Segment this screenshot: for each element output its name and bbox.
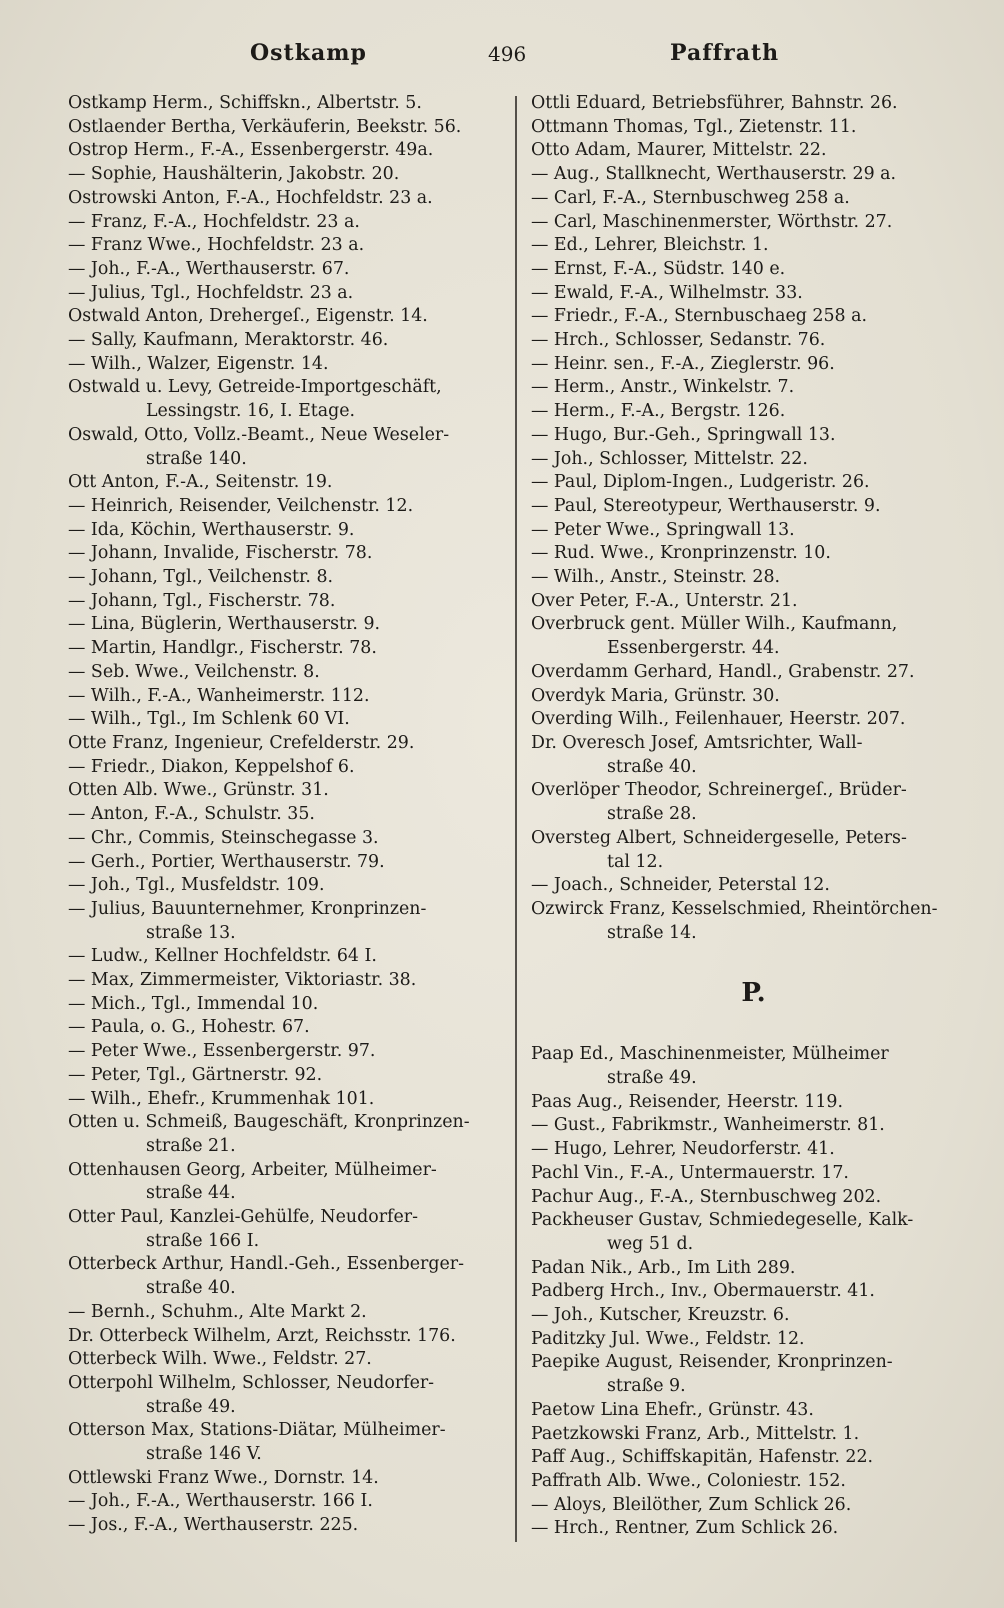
entry-line: — Hrch., Rentner, Zum Schlick 26. xyxy=(531,1518,839,1539)
directory-entry xyxy=(531,187,976,211)
entry-line: — Franz Wwe., Hochfeldstr. 23 a. xyxy=(68,235,365,256)
directory-entry xyxy=(531,282,976,306)
directory-entry xyxy=(68,139,500,163)
entry-line: — Johann, Tgl., Fischerstr. 78. xyxy=(68,590,336,611)
entry-line: — Hrch., Schlosser, Sedanstr. 76. xyxy=(531,330,826,351)
directory-entry xyxy=(68,187,500,211)
directory-entry xyxy=(531,329,976,353)
directory-entry xyxy=(68,542,500,566)
entry-line: — Bernh., Schuhm., Alte Markt 2. xyxy=(68,1301,367,1322)
directory-entry xyxy=(68,803,500,827)
entry-line: — Paul, Stereotypeur, Werthauserstr. 9. xyxy=(531,495,881,516)
directory-entry xyxy=(68,1372,500,1419)
entry-line: — Ed., Lehrer, Bleichstr. 1. xyxy=(531,235,769,256)
entry-line: — Wilh., Walzer, Eigenstr. 14. xyxy=(68,353,329,374)
entry-line: — Jos., F.-A., Werthauserstr. 225. xyxy=(68,1515,359,1536)
directory-entry xyxy=(531,590,976,614)
entry-line: — Hugo, Lehrer, Neudorferstr. 41. xyxy=(531,1139,835,1160)
directory-entry xyxy=(531,1304,976,1328)
entry-line: Overding Wilh., Feilenhauer, Heerstr. 207. xyxy=(531,709,906,730)
entry-line: — Gust., Fabrikmstr., Wanheimerstr. 81. xyxy=(531,1115,885,1136)
directory-entry xyxy=(531,661,976,685)
entry-continuation: straße 9. xyxy=(607,1376,686,1397)
entry-line: Overbruck gent. Müller Wilh., Kaufmann, xyxy=(531,614,898,635)
entry-continuation: straße 28. xyxy=(607,804,697,825)
entry-continuation: straße 146 V. xyxy=(146,1444,262,1465)
directory-entry xyxy=(68,1253,500,1300)
directory-entry xyxy=(531,1114,976,1138)
entry-line: Otten Alb. Wwe., Grünstr. 31. xyxy=(68,780,329,801)
directory-entry xyxy=(531,1423,976,1447)
directory-entry xyxy=(531,1043,976,1090)
entry-line: — Johann, Invalide, Fischerstr. 78. xyxy=(68,543,373,564)
entry-line: Ostrowski Anton, F.-A., Hochfeldstr. 23 a. xyxy=(68,187,433,208)
entry-line: — Wilh., Anstr., Steinstr. 28. xyxy=(531,567,781,588)
directory-entry xyxy=(68,234,500,258)
entry-line: — Peter Wwe., Essenbergerstr. 97. xyxy=(68,1041,376,1062)
directory-entry xyxy=(531,779,976,826)
directory-entry xyxy=(531,234,976,258)
entry-line: Otte Franz, Ingenieur, Crefelderstr. 29. xyxy=(68,732,415,753)
entry-line: — Gerh., Portier, Werthauserstr. 79. xyxy=(68,851,385,872)
entry-line: — Peter Wwe., Springwall 13. xyxy=(531,519,795,540)
directory-entry xyxy=(531,1517,976,1541)
entry-line: — Martin, Handlgr., Fischerstr. 78. xyxy=(68,638,377,659)
entry-line: Ostwald Anton, Drehergeſ., Eigenstr. 14. xyxy=(68,306,428,327)
entry-line: — Aug., Stallknecht, Werthauserstr. 29 a. xyxy=(531,164,897,185)
directory-entry xyxy=(68,1301,500,1325)
directory-entry xyxy=(531,1494,976,1518)
entry-line: Ostwald u. Levy, Getreide-Importgeschäft, xyxy=(68,377,442,398)
entry-continuation: straße 49. xyxy=(607,1068,697,1089)
directory-entry xyxy=(68,1419,500,1466)
entry-line: Paap Ed., Maschinenmeister, Mülheimer xyxy=(531,1044,889,1065)
entry-line: — Julius, Bauunternehmer, Kronprinzen- xyxy=(68,898,427,919)
entry-continuation: straße 166 I. xyxy=(146,1230,260,1251)
directory-entry xyxy=(68,898,500,945)
entry-line: Padan Nik., Arb., Im Lith 289. xyxy=(531,1257,796,1278)
entry-line: Paff Aug., Schiffskapitän, Hafenstr. 22. xyxy=(531,1447,874,1468)
right-column-top xyxy=(531,92,976,945)
entry-line: — Peter, Tgl., Gärtnerstr. 92. xyxy=(68,1064,323,1085)
directory-entry xyxy=(68,1348,500,1372)
directory-entry xyxy=(531,424,976,448)
entry-line: — Mich., Tgl., Immendal 10. xyxy=(68,993,319,1014)
entry-line: Otterbeck Wilh. Wwe., Feldstr. 27. xyxy=(68,1349,372,1370)
directory-entry xyxy=(68,945,500,969)
directory-entry xyxy=(531,1138,976,1162)
directory-entry xyxy=(531,305,976,329)
entry-line: Ottlewski Franz Wwe., Dornstr. 14. xyxy=(68,1467,379,1488)
directory-entry xyxy=(531,1446,976,1470)
directory-entry xyxy=(68,732,500,756)
directory-entry xyxy=(531,1328,976,1352)
directory-entry xyxy=(68,92,500,116)
directory-entry xyxy=(68,685,500,709)
directory-entry xyxy=(531,211,976,235)
entry-continuation: Lessingstr. 16, I. Etage. xyxy=(146,401,356,422)
header-left-keyword: Ostkamp xyxy=(250,40,367,66)
directory-entry xyxy=(531,376,976,400)
entry-continuation: Essenbergerstr. 44. xyxy=(607,638,780,659)
directory-entry xyxy=(68,851,500,875)
directory-entry xyxy=(531,1162,976,1186)
directory-entry xyxy=(531,1186,976,1210)
entry-line: — Paula, o. G., Hohestr. 67. xyxy=(68,1017,310,1038)
directory-entry xyxy=(68,211,500,235)
directory-entry xyxy=(68,1467,500,1491)
entry-line: Pachur Aug., F.-A., Sternbuschweg 202. xyxy=(531,1186,882,1207)
directory-entry xyxy=(68,566,500,590)
directory-entry xyxy=(531,448,976,472)
entry-continuation: straße 40. xyxy=(146,1278,236,1299)
directory-entry xyxy=(531,163,976,187)
directory-entry xyxy=(531,116,976,140)
entry-line: Paetzkowski Franz, Arb., Mittelstr. 1. xyxy=(531,1423,860,1444)
directory-entry xyxy=(68,495,500,519)
directory-entry xyxy=(68,1325,500,1349)
directory-entry xyxy=(531,542,976,566)
directory-entry xyxy=(68,756,500,780)
left-column xyxy=(68,92,500,1538)
directory-entry xyxy=(68,1064,500,1088)
directory-entry xyxy=(68,1088,500,1112)
directory-entry xyxy=(68,329,500,353)
directory-entry xyxy=(68,708,500,732)
entry-continuation: straße 13. xyxy=(146,922,236,943)
directory-entry xyxy=(68,1111,500,1158)
entry-line: — Sophie, Haushälterin, Jakobstr. 20. xyxy=(68,164,400,185)
directory-entry xyxy=(68,993,500,1017)
directory-entry xyxy=(531,495,976,519)
entry-line: Ostkamp Herm., Schiffskn., Albertstr. 5. xyxy=(68,93,422,113)
directory-entry xyxy=(68,353,500,377)
directory-entry xyxy=(68,1206,500,1253)
entry-line: Ozwirck Franz, Kesselschmied, Rheintörchen- xyxy=(531,898,938,919)
directory-entry xyxy=(68,519,500,543)
entry-continuation: straße 140. xyxy=(146,448,247,469)
entry-line: — Rud. Wwe., Kronprinzenstr. 10. xyxy=(531,543,831,564)
directory-entry xyxy=(68,1016,500,1040)
entry-line: Over Peter, F.-A., Unterstr. 21. xyxy=(531,590,798,611)
entry-line: — Paul, Diplom-Ingen., Ludgeristr. 26. xyxy=(531,472,870,493)
directory-entry xyxy=(68,969,500,993)
entry-line: — Heinrich, Reisender, Veilchenstr. 12. xyxy=(68,495,414,516)
entry-line: Ott Anton, F.-A., Seitenstr. 19. xyxy=(68,472,333,493)
directory-entry xyxy=(68,305,500,329)
entry-line: — Joh., F.-A., Werthauserstr. 67. xyxy=(68,258,350,279)
entry-line: — Wilh., Tgl., Im Schlenk 60 VI. xyxy=(68,709,350,730)
header-right-keyword: Paffrath xyxy=(670,40,780,66)
entry-line: Padberg Hrch., Inv., Obermauerstr. 41. xyxy=(531,1281,875,1302)
page-header xyxy=(0,40,1004,80)
entry-line: — Anton, F.-A., Schulstr. 35. xyxy=(68,804,315,825)
page-number: 496 xyxy=(488,42,527,66)
directory-entry xyxy=(531,685,976,709)
entry-line: — Ludw., Kellner Hochfeldstr. 64 I. xyxy=(68,946,377,967)
directory-entry xyxy=(68,1490,500,1514)
directory-entry xyxy=(68,637,500,661)
entry-line: Overlöper Theodor, Schreinergeſ., Brüder- xyxy=(531,780,907,801)
directory-entry xyxy=(68,1040,500,1064)
directory-entry xyxy=(531,400,976,424)
entry-line: — Joh., Schlosser, Mittelstr. 22. xyxy=(531,448,808,469)
directory-entry xyxy=(531,1470,976,1494)
entry-continuation: straße 40. xyxy=(607,756,697,777)
entry-line: — Joh., Tgl., Musfeldstr. 109. xyxy=(68,875,325,896)
entry-line: — Friedr., Diakon, Keppelshof 6. xyxy=(68,756,355,777)
entry-line: — Joh., F.-A., Werthauserstr. 166 I. xyxy=(68,1491,373,1512)
entry-line: Ostlaender Bertha, Verkäuferin, Beekstr. 56. xyxy=(68,116,462,137)
entry-line: — Franz, F.-A., Hochfeldstr. 23 a. xyxy=(68,211,360,232)
directory-entry xyxy=(531,566,976,590)
entry-line: — Ida, Köchin, Werthauserstr. 9. xyxy=(68,519,355,540)
directory-entry xyxy=(531,92,976,116)
entry-line: Packheuser Gustav, Schmiedegeselle, Kalk- xyxy=(531,1210,914,1231)
entry-line: — Wilh., Ehefr., Krummenhak 101. xyxy=(68,1088,375,1109)
entry-line: — Heinr. sen., F.-A., Zieglerstr. 96. xyxy=(531,353,835,374)
entry-line: Pachl Vin., F.-A., Untermauerstr. 17. xyxy=(531,1162,849,1183)
directory-entry xyxy=(68,779,500,803)
entry-line: — Hugo, Bur.-Geh., Springwall 13. xyxy=(531,424,836,445)
entry-line: — Herm., F.-A., Bergstr. 126. xyxy=(531,401,786,422)
directory-entry xyxy=(531,708,976,732)
entry-line: Otten u. Schmeiß, Baugeschäft, Kronprinzen- xyxy=(68,1112,470,1133)
entry-line: — Joh., Kutscher, Kreuzstr. 6. xyxy=(531,1305,790,1326)
directory-entry xyxy=(531,898,976,945)
right-column xyxy=(531,92,976,1541)
directory-entry xyxy=(531,1280,976,1304)
entry-line: — Julius, Tgl., Hochfeldstr. 23 a. xyxy=(68,282,354,303)
directory-entry xyxy=(68,163,500,187)
entry-line: Otterpohl Wilhelm, Schlosser, Neudorfer- xyxy=(68,1372,435,1393)
entry-line: Dr. Overesch Josef, Amtsrichter, Wall- xyxy=(531,732,863,753)
entry-continuation: weg 51 d. xyxy=(607,1233,694,1254)
directory-entry xyxy=(531,732,976,779)
entry-line: Paffrath Alb. Wwe., Coloniestr. 152. xyxy=(531,1470,846,1491)
entry-line: Ottenhausen Georg, Arbeiter, Mülheimer- xyxy=(68,1159,437,1180)
column-divider xyxy=(515,96,517,1542)
directory-entry xyxy=(531,874,976,898)
entry-line: Otto Adam, Maurer, Mittelstr. 22. xyxy=(531,140,827,161)
directory-entry xyxy=(68,258,500,282)
entry-line: Otterson Max, Stations-Diätar, Mülheimer- xyxy=(68,1420,446,1441)
entry-line: Ottmann Thomas, Tgl., Zietenstr. 11. xyxy=(531,116,857,137)
entry-continuation: straße 14. xyxy=(607,922,697,943)
entry-line: Ottli Eduard, Betriebsführer, Bahnstr. 26. xyxy=(531,93,898,113)
directory-entry xyxy=(68,661,500,685)
directory-entry xyxy=(68,376,500,423)
entry-line: Otterbeck Arthur, Handl.-Geh., Essenberger- xyxy=(68,1254,464,1275)
entry-line: Paas Aug., Reisender, Heerstr. 119. xyxy=(531,1091,843,1112)
right-column-bottom xyxy=(531,1043,976,1541)
entry-line: — Sally, Kaufmann, Meraktorstr. 46. xyxy=(68,330,389,351)
entry-line: — Max, Zimmermeister, Viktoriastr. 38. xyxy=(68,970,417,991)
directory-entry xyxy=(68,827,500,851)
directory-entry xyxy=(531,519,976,543)
directory-entry xyxy=(68,874,500,898)
entry-continuation: straße 44. xyxy=(146,1183,236,1204)
entry-line: Oswald, Otto, Vollz.-Beamt., Neue Weseler- xyxy=(68,424,450,445)
directory-entry xyxy=(531,1257,976,1281)
directory-entry xyxy=(531,258,976,282)
entry-continuation: straße 21. xyxy=(146,1135,236,1156)
directory-entry xyxy=(68,282,500,306)
directory-entry xyxy=(531,1351,976,1398)
directory-entry xyxy=(531,613,976,660)
entry-line: — Chr., Commis, Steinschegasse 3. xyxy=(68,827,379,848)
directory-entry xyxy=(68,471,500,495)
entry-line: Paepike August, Reisender, Kronprinzen- xyxy=(531,1352,893,1373)
entry-line: Overdamm Gerhard, Handl., Grabenstr. 27. xyxy=(531,661,915,682)
entry-line: Dr. Otterbeck Wilhelm, Arzt, Reichsstr. 176. xyxy=(68,1325,456,1346)
directory-entry xyxy=(68,424,500,471)
directory-entry xyxy=(531,353,976,377)
entry-line: — Lina, Büglerin, Werthauserstr. 9. xyxy=(68,614,381,635)
directory-entry xyxy=(68,613,500,637)
entry-line: — Carl, Maschinenmerster, Wörthstr. 27. xyxy=(531,211,893,232)
directory-entry xyxy=(531,827,976,874)
entry-line: — Ernst, F.-A., Südstr. 140 e. xyxy=(531,258,786,279)
entry-line: — Wilh., F.-A., Wanheimerstr. 112. xyxy=(68,685,370,706)
entry-continuation: straße 49. xyxy=(146,1396,236,1417)
entry-line: — Ewald, F.-A., Wilhelmstr. 33. xyxy=(531,282,803,303)
entry-continuation: tal 12. xyxy=(607,851,664,872)
directory-entry xyxy=(531,139,976,163)
entry-line: — Carl, F.-A., Sternbuschweg 258 a. xyxy=(531,187,850,208)
entry-line: Overdyk Maria, Grünstr. 30. xyxy=(531,685,780,706)
entry-line: — Herm., Anstr., Winkelstr. 7. xyxy=(531,377,795,398)
directory-entry xyxy=(68,1514,500,1538)
section-letter: P. xyxy=(741,978,766,1009)
directory-entry xyxy=(531,1091,976,1115)
directory-entry xyxy=(531,1209,976,1256)
entry-line: Paetow Lina Ehefr., Grünstr. 43. xyxy=(531,1399,814,1420)
entry-line: Oversteg Albert, Schneidergeselle, Peters- xyxy=(531,827,907,848)
entry-line: — Johann, Tgl., Veilchenstr. 8. xyxy=(68,567,334,588)
directory-entry xyxy=(68,590,500,614)
entry-line: Ostrop Herm., F.-A., Essenbergerstr. 49a. xyxy=(68,140,434,161)
entry-line: — Friedr., F.-A., Sternbuschaeg 258 a. xyxy=(531,306,868,327)
directory-entry xyxy=(68,116,500,140)
directory-entry xyxy=(68,1159,500,1206)
directory-entry xyxy=(531,471,976,495)
entry-line: — Joach., Schneider, Peterstal 12. xyxy=(531,875,830,896)
entry-line: Otter Paul, Kanzlei-Gehülfe, Neudorfer- xyxy=(68,1207,418,1228)
directory-entry xyxy=(531,1399,976,1423)
entry-line: — Aloys, Bleilöther, Zum Schlick 26. xyxy=(531,1494,852,1515)
entry-line: — Seb. Wwe., Veilchenstr. 8. xyxy=(68,661,320,682)
entry-line: Paditzky Jul. Wwe., Feldstr. 12. xyxy=(531,1328,805,1349)
